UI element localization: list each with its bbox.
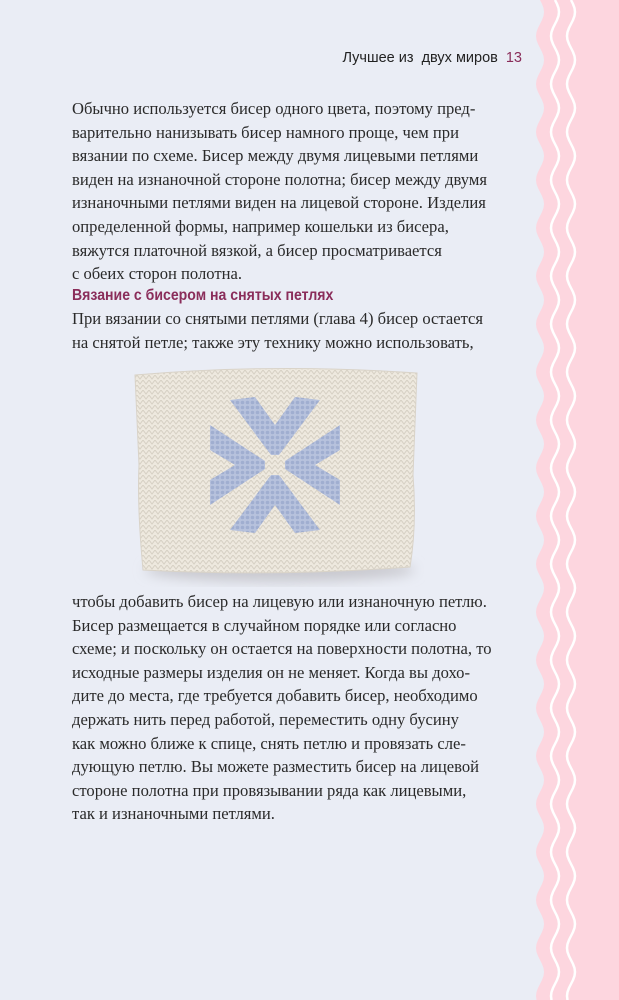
text-line: вяжутся платочной вязкой, а бисер просматривается: [72, 240, 442, 260]
text-line: схеме; и поскольку он остается на поверхности полотна, то: [72, 639, 492, 659]
section-heading: Вязание с бисером на снятых петлях: [72, 287, 334, 304]
text-line: чтобы добавить бисер на лицевую или изнаночную петлю.: [72, 592, 487, 611]
text-line: изнаночными петлями виден на лицевой стороне. Изделия: [72, 193, 486, 213]
paragraph-1: [72, 97, 532, 286]
running-header: [343, 50, 523, 66]
text-line: определенной формы, например кошельки из бисера,: [72, 216, 449, 236]
paragraph-2: [72, 307, 532, 354]
text-line: так и изнаночными петлями.: [72, 804, 275, 824]
text-line: с обеих сторон полотна.: [72, 264, 243, 284]
text-line: стороне полотна при провязывании ряда как лицевыми,: [72, 780, 467, 800]
text-line: вязании по схеме. Бисер между двумя лицевыми петлями: [72, 146, 479, 166]
text-line: держать нить перед работой, переместить одну бусину: [72, 709, 459, 729]
text-line: варительно нанизывать бисер намного проще, чем при: [72, 122, 459, 142]
text-line: Обычно используется бисер одного цвета, поэтому пред-: [72, 99, 476, 118]
paragraph-3: [72, 590, 532, 826]
text-line: дите до места, где требуется добавить бисер, необходимо: [72, 686, 478, 706]
page-number: 13: [505, 50, 522, 66]
text-line: При вязании со снятыми петлями (глава 4) бисер остается: [72, 309, 484, 328]
decorative-wavy-edge: [530, 0, 619, 1000]
text-line: виден на изнаночной стороне полотна; бисер между двумя: [72, 169, 488, 189]
text-line: на снятой петле; также эту технику можно использовать,: [72, 332, 474, 352]
knitted-swatch-photo: [125, 355, 425, 590]
text-line: как можно ближе к спице, снять петлю и провязать сле-: [72, 733, 466, 753]
text-line: Бисер размещается в случайном порядке или согласно: [72, 615, 457, 635]
text-line: исходные размеры изделия он не меняет. Когда вы дохо-: [72, 662, 471, 682]
text-line: дующую петлю. Вы можете разместить бисер на лицевой: [72, 757, 480, 777]
running-title: Лучшее из двух миров: [342, 50, 498, 66]
